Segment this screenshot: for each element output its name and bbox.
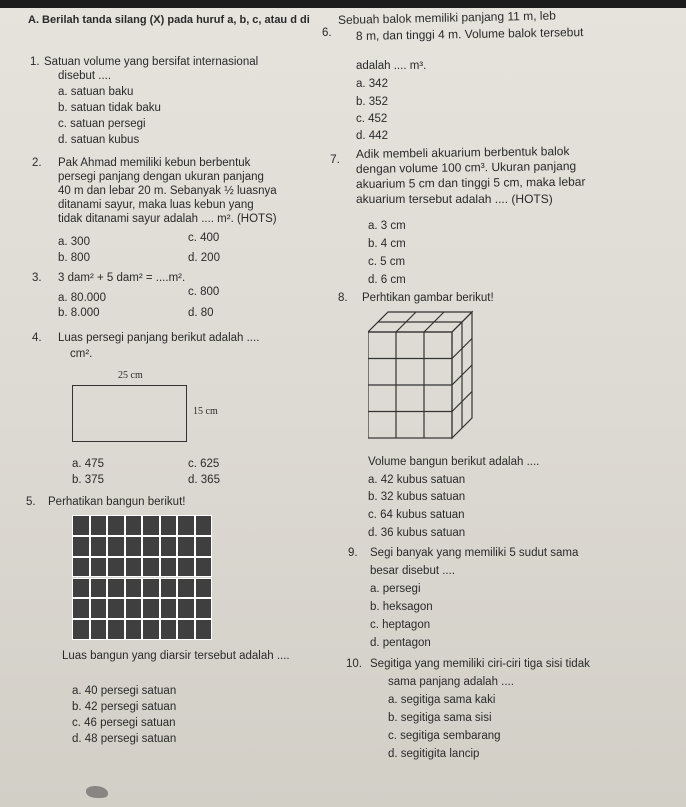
grid-cell [90, 578, 108, 599]
grid-cell [142, 578, 160, 599]
grid-cell [72, 515, 90, 536]
q1-number: 1. [30, 56, 40, 68]
grid-cell [72, 619, 90, 640]
q7-line4: akuarium tersebut adalah .... (HOTS) [356, 192, 553, 206]
q3-option-a[interactable]: a. 80.000 [58, 292, 106, 304]
q2-option-a[interactable]: a. 300 [58, 236, 90, 248]
q7-line3: akuarium 5 cm dan tinggi 5 cm, maka lebar [355, 174, 586, 191]
ink-smudge [86, 786, 108, 798]
q8-option-d[interactable]: d. 36 kubus satuan [368, 527, 466, 539]
q8-option-c[interactable]: c. 64 kubus satuan [368, 509, 465, 521]
q10-option-a[interactable]: a. segitiga sama kaki [388, 694, 496, 706]
q2-option-c[interactable]: c. 400 [188, 232, 220, 244]
grid-cell [177, 578, 195, 599]
q5-caption: Luas bangun yang diarsir tersebut adalah .... [62, 650, 290, 662]
q1-line2: disebut .... [58, 70, 112, 82]
grid-cell [90, 598, 108, 619]
q6-line3: adalah .... m³. [356, 60, 427, 72]
q6-option-d[interactable]: d. 442 [356, 130, 388, 142]
q5-option-d[interactable]: d. 48 persegi satuan [72, 733, 177, 745]
rectangle-figure [72, 385, 187, 442]
q3-number: 3. [32, 272, 42, 284]
q7-line2: dengan volume 100 cm³. Ukuran panjang [355, 158, 577, 176]
grid-cell [195, 515, 213, 536]
grid-cell [107, 557, 125, 578]
grid-cell [72, 536, 90, 557]
q7-option-b[interactable]: b. 4 cm [368, 238, 406, 250]
q9-line2: besar disebut .... [370, 565, 456, 577]
grid-cell [90, 619, 108, 640]
grid-cell [142, 515, 160, 536]
q1-option-d[interactable]: d. satuan kubus [58, 134, 140, 146]
grid-cell [107, 578, 125, 599]
q4-line2: cm². [70, 348, 93, 360]
grid-cell [107, 619, 125, 640]
grid-cell [177, 536, 195, 557]
q9-option-b[interactable]: b. heksagon [370, 601, 433, 613]
q2-line4: ditanami sayur, maka luas kebun yang [58, 199, 254, 211]
grid-cell [125, 536, 143, 557]
grid-cell [142, 598, 160, 619]
grid-cell [90, 515, 108, 536]
grid-cell [160, 557, 178, 578]
q3-text: 3 dam² + 5 dam² = ....m². [58, 272, 186, 284]
grid-cell [160, 578, 178, 599]
q9-option-a[interactable]: a. persegi [370, 583, 421, 595]
grid-cell [195, 536, 213, 557]
q7-option-d[interactable]: d. 6 cm [368, 274, 406, 286]
q2-line2: persegi panjang dengan ukuran panjang [58, 171, 264, 183]
section-heading: A. Berilah tanda silang (X) pada huruf a, b, c, atau d di [28, 14, 310, 26]
q9-number: 9. [348, 547, 358, 559]
q6-option-b[interactable]: b. 352 [356, 96, 388, 108]
grid-cell [160, 536, 178, 557]
q4-height-label: 15 cm [193, 406, 218, 417]
q1-option-c[interactable]: c. satuan persegi [58, 118, 146, 130]
grid-cell [177, 619, 195, 640]
grid-cell [72, 578, 90, 599]
q4-option-c[interactable]: c. 625 [188, 458, 220, 470]
q7-option-a[interactable]: a. 3 cm [368, 220, 406, 232]
q4-option-a[interactable]: a. 475 [72, 458, 104, 470]
q3-option-d[interactable]: d. 80 [188, 307, 214, 319]
q7-number: 7. [330, 152, 341, 166]
q9-option-d[interactable]: d. pentagon [370, 637, 431, 649]
q4-option-d[interactable]: d. 365 [188, 474, 220, 486]
grid-cell [160, 515, 178, 536]
q3-option-b[interactable]: b. 8.000 [58, 307, 100, 319]
grid-cell [125, 515, 143, 536]
q8-option-a[interactable]: a. 42 kubus satuan [368, 474, 466, 486]
q10-option-b[interactable]: b. segitiga sama sisi [388, 712, 492, 724]
q1-option-a[interactable]: a. satuan baku [58, 86, 134, 98]
grid-cell [195, 578, 213, 599]
q2-option-d[interactable]: d. 200 [188, 252, 220, 264]
grid-cell [160, 619, 178, 640]
q7-line1: Adik membeli akuarium berbentuk balok [355, 144, 570, 161]
q6-line1: Sebuah balok memiliki panjang 11 m, leb [337, 8, 556, 27]
grid-cell [107, 598, 125, 619]
grid-cell [195, 598, 213, 619]
grid-cell [160, 598, 178, 619]
q2-line1: Pak Ahmad memiliki kebun berbentuk [58, 157, 251, 169]
q10-option-d[interactable]: d. segitigita lancip [388, 748, 480, 760]
grid-cell [142, 536, 160, 557]
q7-option-c[interactable]: c. 5 cm [368, 256, 406, 268]
q6-option-a[interactable]: a. 342 [356, 78, 388, 90]
q3-option-c[interactable]: c. 800 [188, 286, 220, 298]
q10-option-c[interactable]: c. segitiga sembarang [388, 730, 501, 742]
q8-option-b[interactable]: b. 32 kubus satuan [368, 491, 466, 503]
q4-option-b[interactable]: b. 375 [72, 474, 104, 486]
grid-cell [177, 515, 195, 536]
q5-text: Perhatikan bangun berikut! [48, 496, 186, 508]
q5-number: 5. [26, 496, 36, 508]
top-edge-shadow [0, 0, 686, 8]
q6-option-c[interactable]: c. 452 [356, 113, 388, 125]
q6-number: 6. [322, 27, 332, 39]
q8-question: Volume bangun berikut adalah .... [368, 456, 540, 468]
grid-cell [72, 598, 90, 619]
q5-option-a[interactable]: a. 40 persegi satuan [72, 685, 177, 697]
grid-cell [195, 557, 213, 578]
grid-cell [177, 598, 195, 619]
q1-option-b[interactable]: b. satuan tidak baku [58, 102, 161, 114]
q1-line1: Satuan volume yang bersifat internasional [44, 56, 259, 68]
q2-line5: tidak ditanami sayur adalah .... m². (HOTS) [58, 213, 277, 225]
grid-cell [195, 619, 213, 640]
grid-cell [125, 619, 143, 640]
grid-cell [107, 515, 125, 536]
grid-cell [142, 619, 160, 640]
q9-line1: Segi banyak yang memiliki 5 sudut sama [370, 547, 579, 559]
q2-line3: 40 m dan lebar 20 m. Sebanyak ½ luasnya [58, 185, 277, 197]
grid-cell [125, 557, 143, 578]
q8-text: Perhtikan gambar berikut! [362, 292, 494, 304]
q4-number: 4. [32, 332, 42, 344]
q2-option-b[interactable]: b. 800 [58, 252, 90, 264]
grid-cell [125, 578, 143, 599]
q5-option-b[interactable]: b. 42 persegi satuan [72, 701, 177, 713]
q6-line2: 8 m, dan tinggi 4 m. Volume balok tersebut [355, 25, 584, 43]
grid-cell [142, 557, 160, 578]
grid-cell [125, 598, 143, 619]
grid-cell [90, 536, 108, 557]
unit-cubes-figure [368, 310, 474, 440]
q10-line1: Segitiga yang memiliki ciri-ciri tiga sisi tidak [370, 658, 590, 670]
q2-number: 2. [32, 157, 42, 169]
q4-width-label: 25 cm [118, 370, 143, 381]
grid-cell [72, 557, 90, 578]
q5-option-c[interactable]: c. 46 persegi satuan [72, 717, 176, 729]
q8-number: 8. [338, 292, 348, 304]
shaded-grid-figure [72, 515, 212, 640]
grid-cell [90, 557, 108, 578]
grid-cell [177, 557, 195, 578]
q10-number: 10. [346, 658, 362, 670]
q9-option-c[interactable]: c. heptagon [370, 619, 431, 631]
grid-cell [107, 536, 125, 557]
q4-line1: Luas persegi panjang berikut adalah .... [58, 332, 260, 344]
q10-line2: sama panjang adalah .... [388, 676, 514, 688]
